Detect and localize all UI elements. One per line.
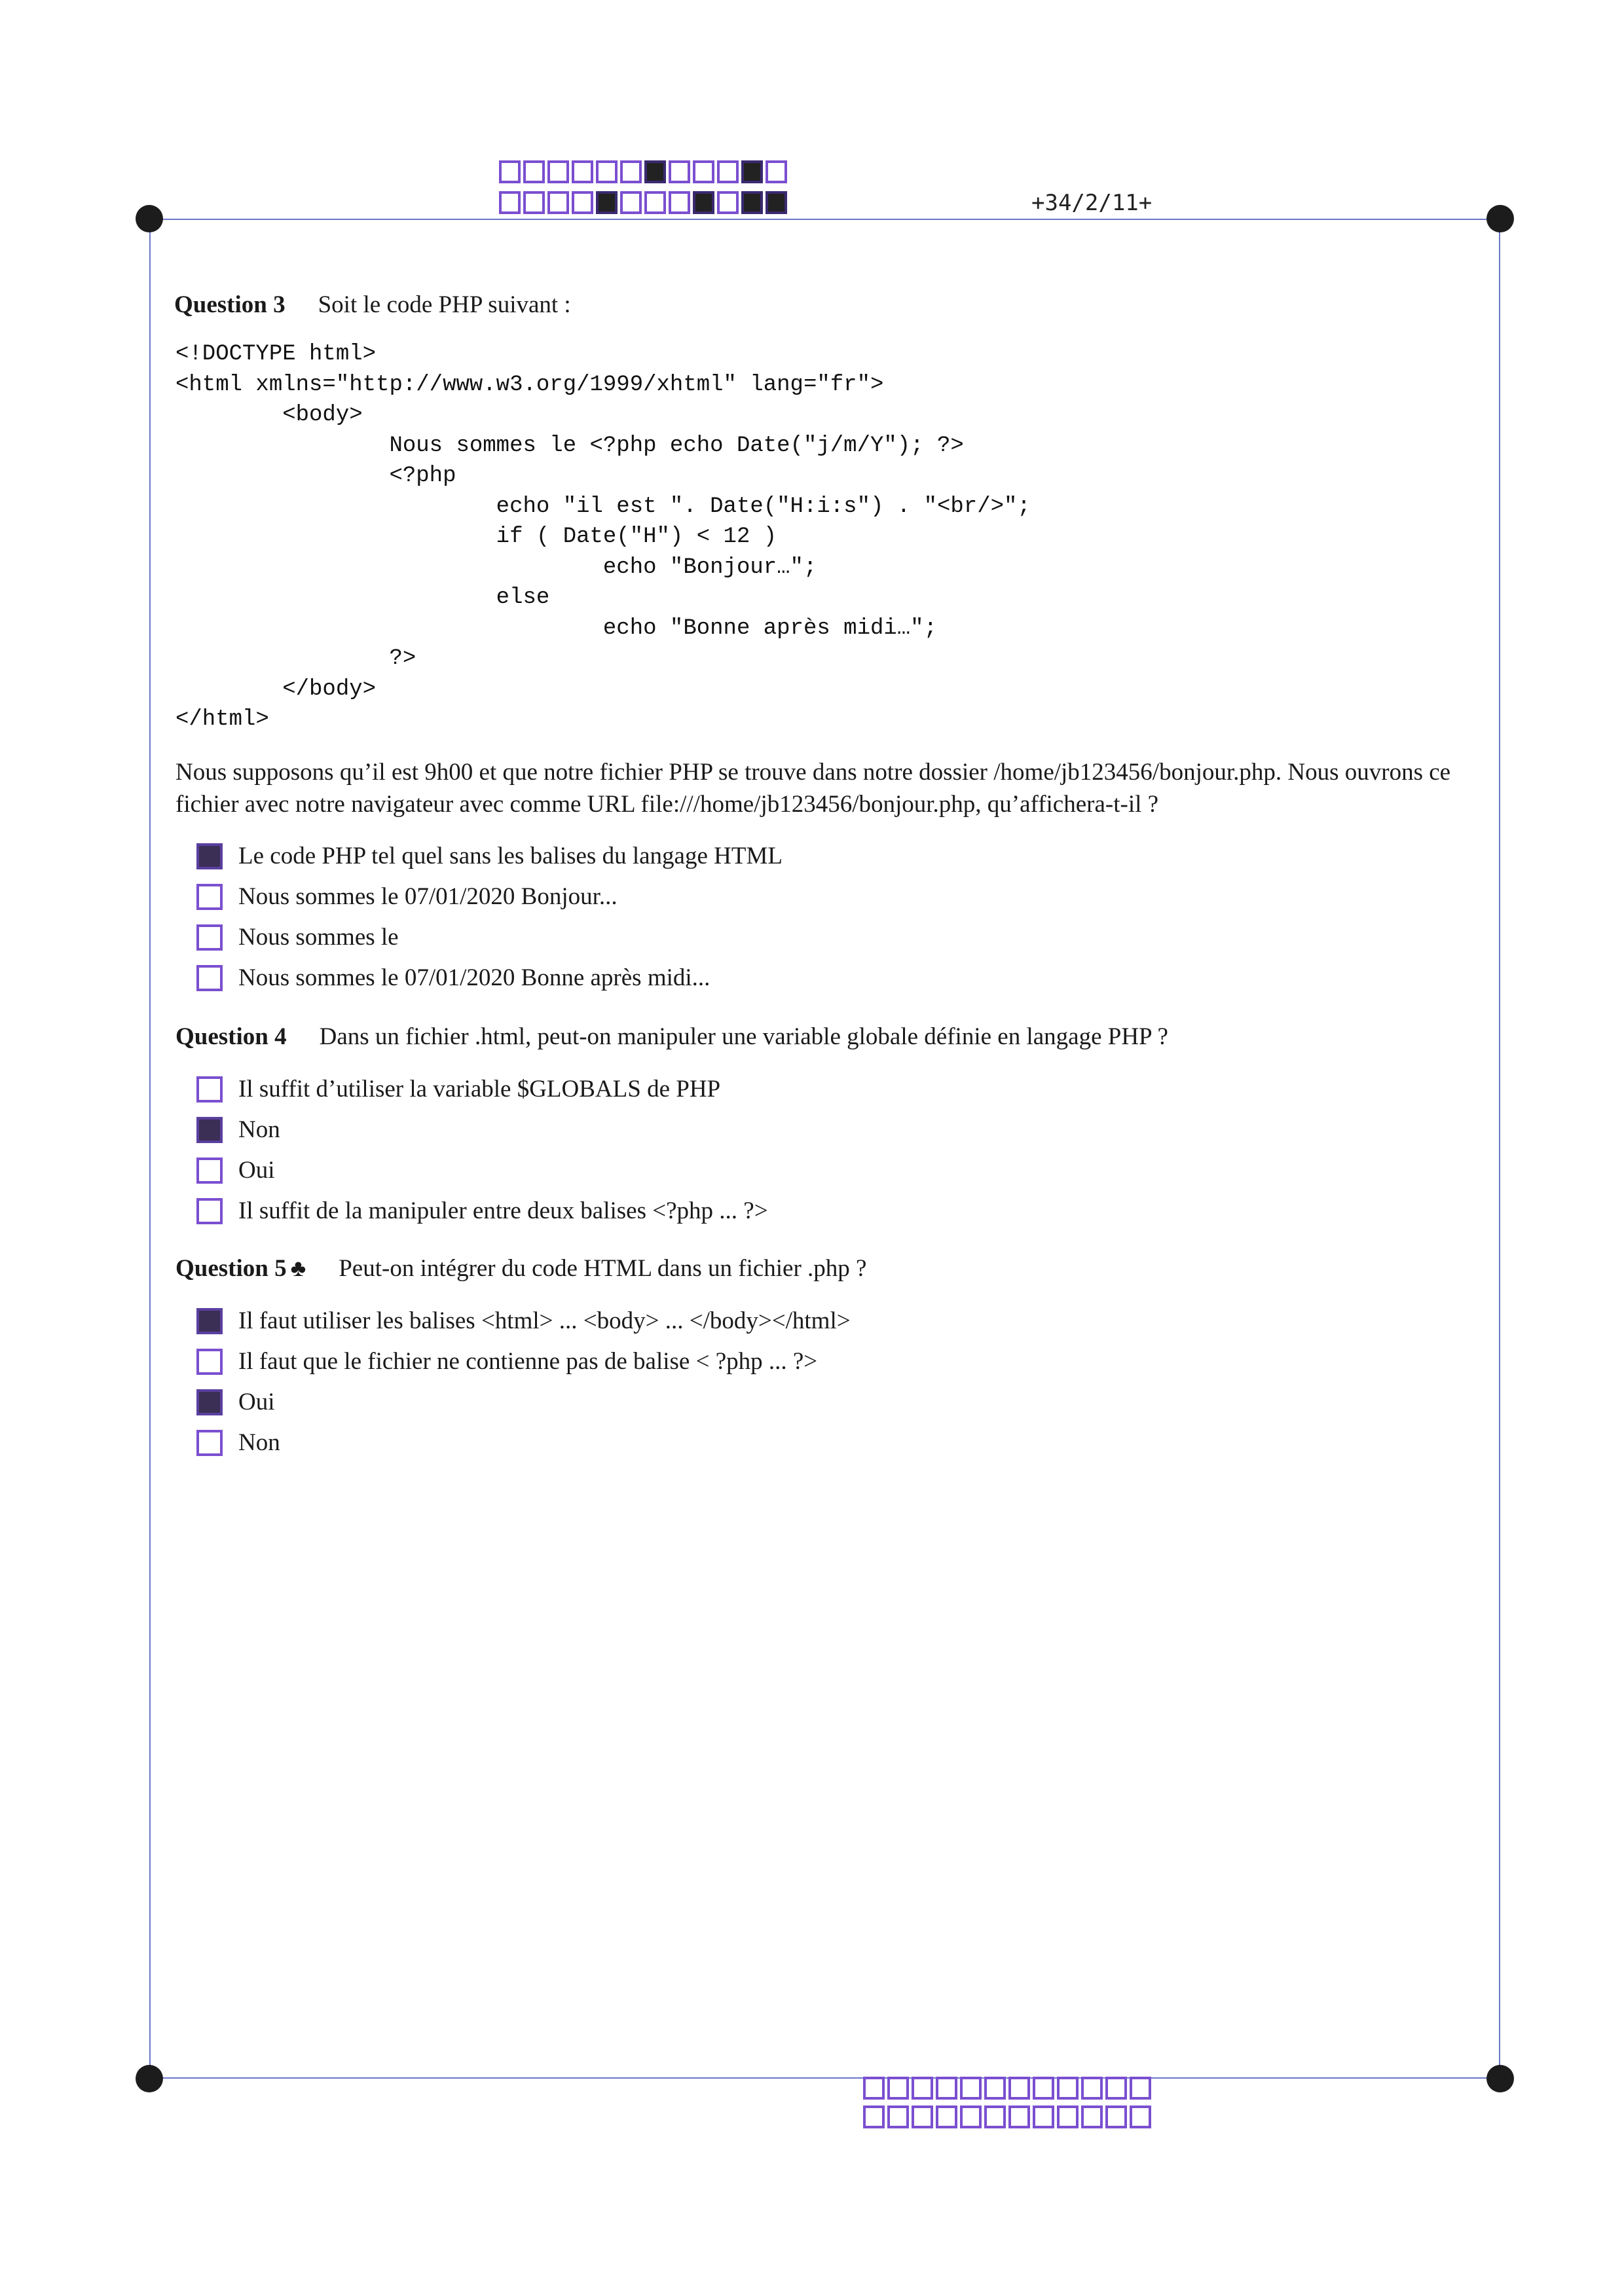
barcode-cell bbox=[1130, 2077, 1151, 2100]
answer-label: Il faut utiliser les balises <html> ... <body> ... </body></html> bbox=[238, 1307, 851, 1334]
answer-option[interactable] bbox=[196, 1075, 720, 1103]
barcode-cell bbox=[1081, 2105, 1103, 2128]
answer-option[interactable] bbox=[196, 883, 618, 911]
corner-marker-bottom-right bbox=[1486, 2065, 1514, 2092]
checkbox[interactable] bbox=[196, 1430, 223, 1456]
barcode-top-row-1 bbox=[499, 160, 790, 183]
php-code-block: <!DOCTYPE html> <html xmlns="http://www.w3.org/1999/xhtml" lang="fr"> <body> Nous sommes le <?php echo Date("j/m/Y"); ?> <?php echo "il est ". Date("H:i:s") . "<br/>"; if ( Date("H") < 12 ) echo "Bonjour…"; else echo "Bonne après midi…"; ?> </body> </html> bbox=[175, 342, 1031, 732]
barcode-cell bbox=[644, 160, 666, 183]
answer-label: Non bbox=[238, 1429, 280, 1456]
barcode-cell bbox=[936, 2077, 957, 2100]
barcode-cell bbox=[912, 2105, 933, 2128]
answer-label: Nous sommes le bbox=[238, 924, 399, 951]
barcode-cell bbox=[863, 2105, 885, 2128]
barcode-cell bbox=[499, 191, 521, 214]
barcode-cell bbox=[717, 160, 739, 183]
barcode-cell bbox=[1008, 2077, 1030, 2100]
page-code: +34/2/11+ bbox=[1031, 190, 1153, 216]
answer-label: Oui bbox=[238, 1389, 275, 1415]
barcode-cell bbox=[693, 160, 714, 183]
barcode-cell bbox=[596, 191, 618, 214]
barcode-bottom-row-2 bbox=[863, 2105, 1154, 2128]
barcode-cell bbox=[1105, 2105, 1127, 2128]
checkbox[interactable] bbox=[196, 1117, 223, 1143]
barcode-cell bbox=[863, 2077, 885, 2100]
barcode-cell bbox=[887, 2077, 909, 2100]
barcode-cell bbox=[1130, 2105, 1151, 2128]
answer-option[interactable] bbox=[196, 842, 783, 870]
barcode-cell bbox=[644, 191, 666, 214]
answer-label: Non bbox=[238, 1116, 280, 1143]
answer-option[interactable] bbox=[196, 923, 399, 951]
answer-label: Nous sommes le 07/01/2020 Bonne après midi... bbox=[238, 964, 710, 991]
question-5-heading bbox=[175, 1254, 866, 1283]
barcode-cell bbox=[620, 191, 642, 214]
corner-marker-top-left bbox=[136, 205, 163, 232]
question-3-heading bbox=[174, 291, 571, 319]
barcode-bottom-row-1 bbox=[863, 2077, 1154, 2100]
answer-option[interactable] bbox=[196, 1388, 275, 1416]
club-icon: ♣ bbox=[290, 1255, 306, 1281]
barcode-cell bbox=[1008, 2105, 1030, 2128]
barcode-cell bbox=[669, 191, 690, 214]
barcode-cell bbox=[960, 2105, 982, 2128]
answer-label: Nous sommes le 07/01/2020 Bonjour... bbox=[238, 883, 618, 910]
barcode-cell bbox=[984, 2105, 1006, 2128]
checkbox[interactable] bbox=[196, 965, 223, 991]
barcode-cell bbox=[499, 160, 521, 183]
barcode-top-row-2 bbox=[499, 191, 790, 214]
barcode-cell bbox=[1033, 2077, 1054, 2100]
question-text: Dans un fichier .html, peut-on manipuler une variable globale définie en langage PHP ? bbox=[319, 1023, 1168, 1050]
checkbox[interactable] bbox=[196, 1076, 223, 1102]
barcode-cell bbox=[523, 191, 545, 214]
question-text: Soit le code PHP suivant : bbox=[318, 291, 571, 318]
barcode-cell bbox=[693, 191, 714, 214]
answer-label: Il suffit d’utiliser la variable $GLOBALS de PHP bbox=[238, 1076, 721, 1102]
question-4-heading bbox=[175, 1023, 1168, 1051]
barcode-cell bbox=[1057, 2077, 1079, 2100]
answer-label: Il suffit de la manipuler entre deux balises <?php ... ?> bbox=[238, 1197, 768, 1224]
barcode-cell bbox=[741, 160, 763, 183]
checkbox[interactable] bbox=[196, 884, 223, 910]
barcode-cell bbox=[1057, 2105, 1079, 2128]
barcode-cell bbox=[766, 191, 787, 214]
barcode-cell bbox=[1033, 2105, 1054, 2128]
barcode-cell bbox=[984, 2077, 1006, 2100]
barcode-cell bbox=[547, 160, 569, 183]
barcode-cell bbox=[1081, 2077, 1103, 2100]
barcode-cell bbox=[572, 160, 593, 183]
barcode-cell bbox=[572, 191, 593, 214]
answer-label: Le code PHP tel quel sans les balises du langage HTML bbox=[238, 843, 783, 869]
answer-label: Il faut que le fichier ne contienne pas de balise < ?php ... ?> bbox=[238, 1348, 818, 1375]
barcode-cell bbox=[596, 160, 618, 183]
answer-option[interactable] bbox=[196, 1307, 851, 1335]
checkbox[interactable] bbox=[196, 1157, 223, 1184]
question-label-group bbox=[175, 1255, 306, 1282]
barcode-cell bbox=[766, 160, 787, 183]
corner-marker-bottom-left bbox=[136, 2065, 163, 2092]
barcode-cell bbox=[936, 2105, 957, 2128]
barcode-cell bbox=[523, 160, 545, 183]
barcode-cell bbox=[547, 191, 569, 214]
barcode-cell bbox=[620, 160, 642, 183]
barcode-cell bbox=[741, 191, 763, 214]
checkbox[interactable] bbox=[196, 924, 223, 951]
question-label: Question 3 bbox=[174, 291, 286, 318]
question-label: Question 5 bbox=[175, 1255, 287, 1282]
answer-option[interactable] bbox=[196, 1116, 280, 1144]
question-3-paragraph: Nous supposons qu’il est 9h00 et que notre fichier PHP se trouve dans notre dossier /home/jb123456/bonjour.php. Nous ouvrons ce fichier avec notre navigateur avec comme URL file:///home/jb123456/bonjour.php, qu’affichera-t-il ? bbox=[175, 759, 1451, 818]
answer-option[interactable] bbox=[196, 1197, 768, 1225]
checkbox[interactable] bbox=[196, 1389, 223, 1415]
answer-label: Oui bbox=[238, 1157, 275, 1184]
barcode-cell bbox=[960, 2077, 982, 2100]
checkbox[interactable] bbox=[196, 1349, 223, 1375]
answer-option[interactable] bbox=[196, 1156, 275, 1184]
barcode-cell bbox=[669, 160, 690, 183]
checkbox[interactable] bbox=[196, 843, 223, 869]
barcode-cell bbox=[912, 2077, 933, 2100]
answer-option[interactable] bbox=[196, 1347, 817, 1376]
barcode-cell bbox=[717, 191, 739, 214]
question-text: Peut-on intégrer du code HTML dans un fichier .php ? bbox=[339, 1255, 867, 1282]
barcode-cell bbox=[887, 2105, 909, 2128]
corner-marker-top-right bbox=[1486, 205, 1514, 232]
checkbox[interactable] bbox=[196, 1198, 223, 1224]
answer-option[interactable] bbox=[196, 1429, 280, 1457]
question-label: Question 4 bbox=[175, 1023, 287, 1050]
answer-option[interactable] bbox=[196, 964, 710, 992]
barcode-cell bbox=[1105, 2077, 1127, 2100]
checkbox[interactable] bbox=[196, 1308, 223, 1334]
